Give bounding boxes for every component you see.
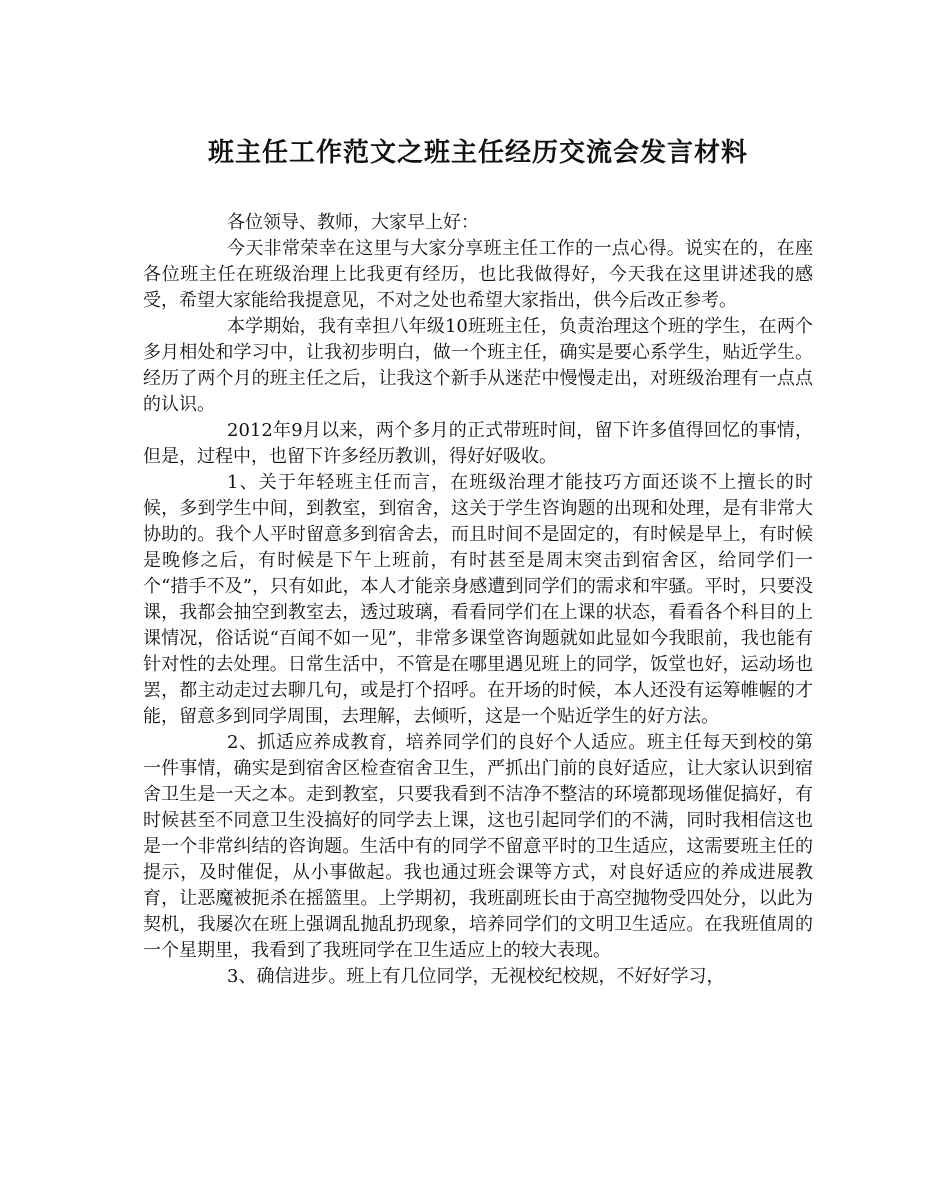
paragraph: 3、确信进步。班上有几位同学，无视校纪校规，不好好学习， — [227, 966, 725, 987]
document-body — [143, 210, 813, 990]
paragraph: 今天非常荣幸在这里与大家分享班主任工作的一点心得。说实在的，在座各位班主任在班级治理上比我更有经历，也比我做得好，今天我在这里讲述我的感受，希望大家能给我提意见，不对之处也希望大家指出，供今后改正参考。 — [143, 238, 813, 311]
paragraph: 2、抓适应养成教育，培养同学们的良好个人适应。班主任每天到校的第一件事情，确实是到宿舍区检查宿舍卫生，严抓出门前的良好适应，让大家认识到宿舍卫生是一天之本。走到教室，只要我看到不洁净不整洁的环境都现场催促搞好，有时候甚至不同意卫生没搞好的同学去上课，这也引起同学们的不满，同时我相信这也是一个非常纠结的咨询题。生活中有的同学不留意平时的卫生适应，这需要班主任的提示，及时催促，从小事做起。我也通过班会课等方式，对良好适应的养成进展教育，让恶魔被扼杀在摇篮里。上学期初，我班副班长由于高空抛物受四处分，以此为契机，我屡次在班上强调乱抛乱扔现象，培养同学们的文明卫生适应。在我班值周的一个星期里，我看到了我班同学在卫生适应上的较大表现。 — [143, 732, 813, 961]
paragraph: 本学期始，我有幸担八年级10班班主任，负责治理这个班的学生，在两个多月相处和学习中，让我初步明白，做一个班主任，确实是要心系学生，贴近学生。经历了两个月的班主任之后，让我这个新手从迷茫中慢慢走出，对班级治理有一点点的认识。 — [143, 316, 813, 415]
paragraph: 2012年9月以来，两个多月的正式带班时间，留下许多值得回忆的事情，但是，过程中，也留下许多经历教训，得好好吸收。 — [143, 420, 813, 467]
paragraph-greeting: 各位领导、教师，大家早上好： — [227, 212, 479, 233]
paragraph: 1、关于年轻班主任而言，在班级治理才能技巧方面还谈不上擅长的时候，多到学生中间，到教室，到宿舍，这关于学生咨询题的出现和处理，是有非常大协助的。我个人平时留意多到宿舍去，而且时间不是固定的，有时候是早上，有时候是晚修之后，有时候是下午上班前，有时甚至是周末突击到宿舍区，给同学们一个“措手不及”，只有如此，本人才能亲身感遭到同学们的需求和牢骚。平时，只要没课，我都会抽空到教室去，透过玻璃，看看同学们在上课的状态，看看各个科目的上课情况，俗话说“百闻不如一见”，非常多课堂咨询题就如此显如今我眼前，我也能有针对性的去处理。日常生活中，不管是在哪里遇见班上的同学，饭堂也好，运动场也罢，都主动走过去聊几句，或是打个招呼。在开场的时候，本人还没有运筹帷幄的才能，留意多到同学周围，去理解，去倾听，这是一个贴近学生的好方法。 — [143, 472, 813, 727]
document-title: 班主任工作范文之班主任经历交流会发言材料 — [207, 138, 748, 168]
